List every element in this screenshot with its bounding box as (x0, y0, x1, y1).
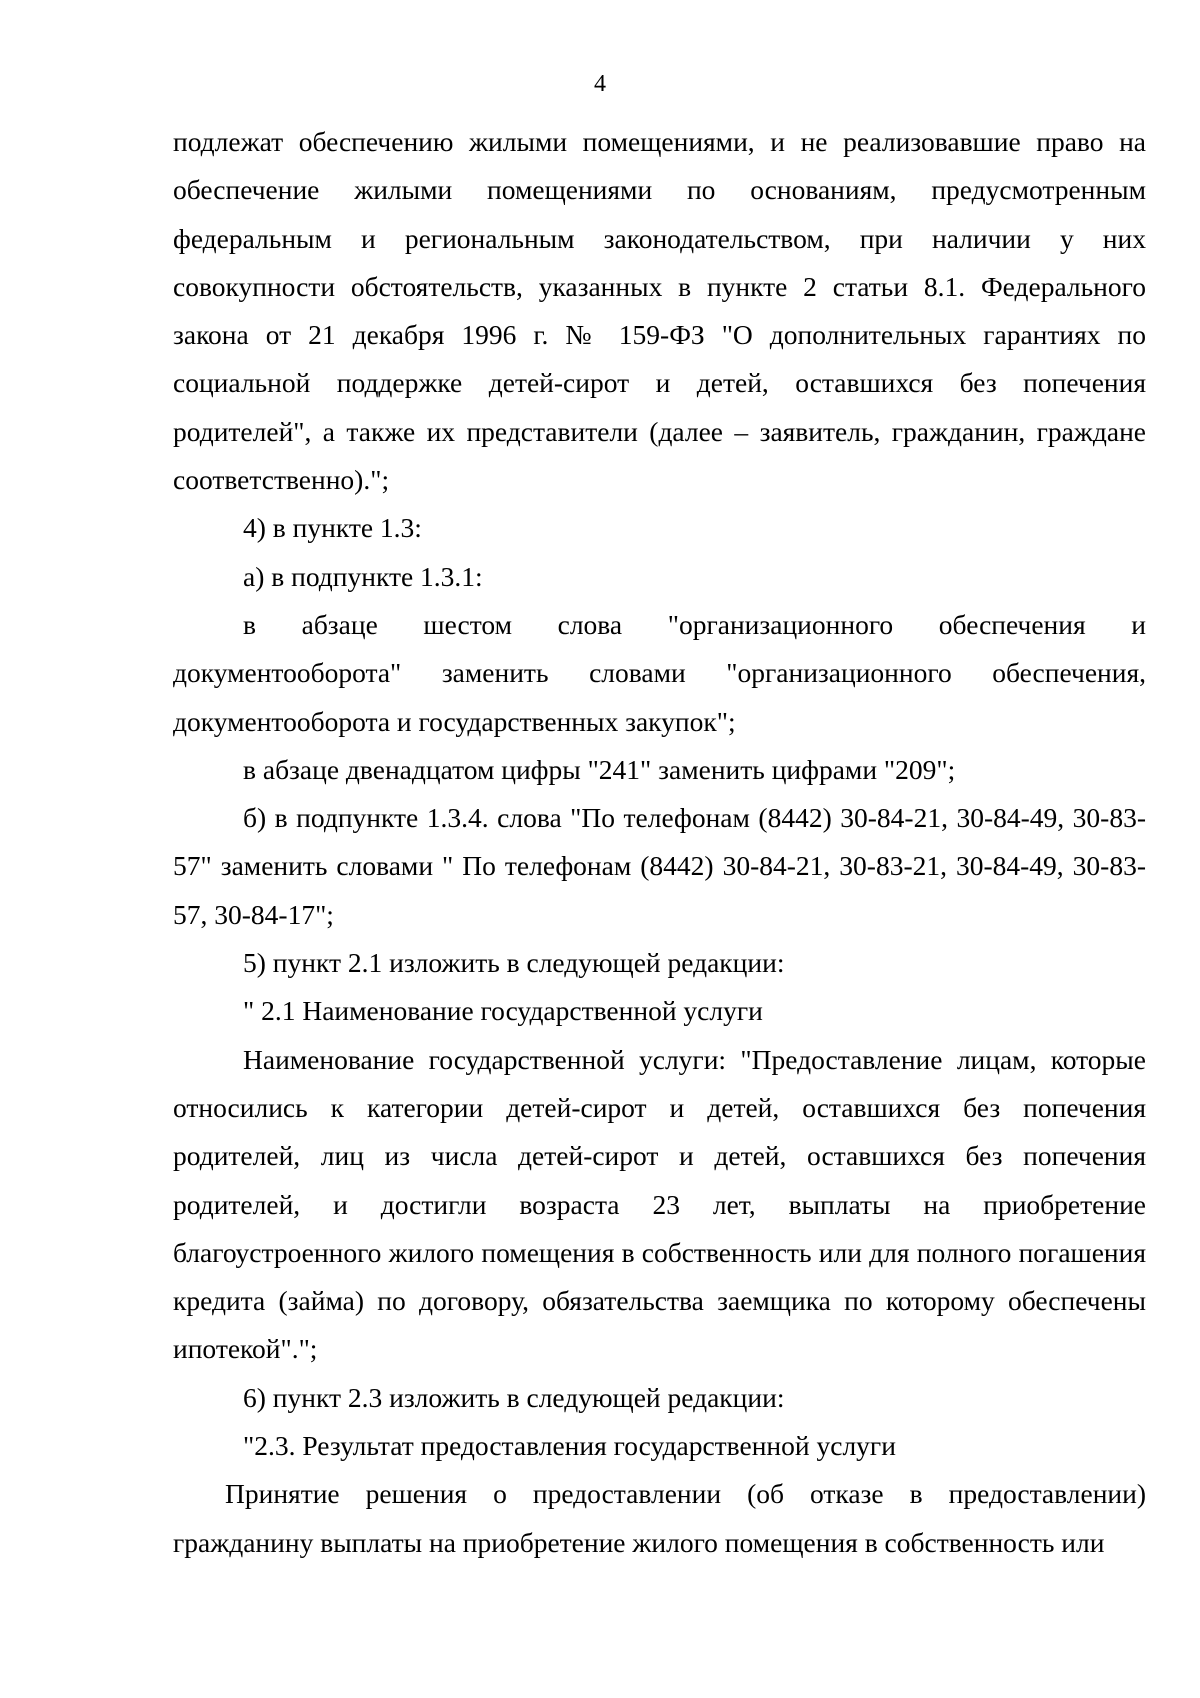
paragraph-item-4: 4) в пункте 1.3: (243, 512, 422, 544)
paragraph-heading-2-1: " 2.1 Наименование государственной услуги (243, 995, 763, 1027)
paragraph-continuation: подлежат обеспечению жилыми помещениями, и не реализовавшие право на обеспечение жилыми помещениями по основаниям, предусмотренным федеральным и региональным законодательством, при наличии у них совокупности обстоятельств, указанных в пункте 2 статьи 8.1. Федерального закона от 21 декабря 1996 г. № 159-ФЗ "О дополнительных гарантиях по социальной поддержке детей-сирот и детей, оставшихся без попечения родителей", а также их представители (далее – заявитель, гражданин, граждане соответственно)."; (173, 126, 1146, 496)
page-number: 4 (594, 71, 606, 97)
paragraph-decision: Принятие решения о предоставлении (об отказе в предоставлении) гражданину выплаты на приобретение жилого помещения в собственность или (173, 1478, 1146, 1558)
paragraph-heading-2-3: "2.3. Результат предоставления государственной услуги (243, 1430, 896, 1462)
paragraph-abzac-shestoy: в абзаце шестом слова "организационного обеспечения и документооборота" заменить словами "организационного обеспечения, документооборота и государственных закупок"; (173, 608, 1146, 737)
paragraph-subitem-a: а) в подпункте 1.3.1: (243, 560, 483, 592)
document-body (173, 118, 1146, 1567)
paragraph-service-name: Наименование государственной услуги: "Предоставление лицам, которые относились к категории детей-сирот и детей, оставшихся без попечения родителей, лиц из числа детей-сирот и детей, оставшихся без попечения родителей, и достигли возраста 23 лет, выплаты на приобретение благоустроенного жилого помещения в собственность или для полного погашения кредита (займа) по договору, обязательства заемщика по которому обеспечены ипотекой"."; (173, 1043, 1146, 1365)
paragraph-abzac-dvenadtsatyy: в абзаце двенадцатом цифры "241" заменить цифрами "209"; (243, 753, 956, 785)
paragraph-item-5: 5) пункт 2.1 изложить в следующей редакции: (243, 947, 785, 979)
paragraph-subitem-b: б) в подпункте 1.3.4. слова "По телефонам (8442) 30-84-21, 30-84-49, 30-83-57" заменить словами " По телефонам (8442) 30-84-21, 30-83-21, 30-84-49, 30-83-57, 30-84-17"; (173, 802, 1146, 930)
paragraph-item-6: 6) пункт 2.3 изложить в следующей редакции: (243, 1381, 785, 1413)
